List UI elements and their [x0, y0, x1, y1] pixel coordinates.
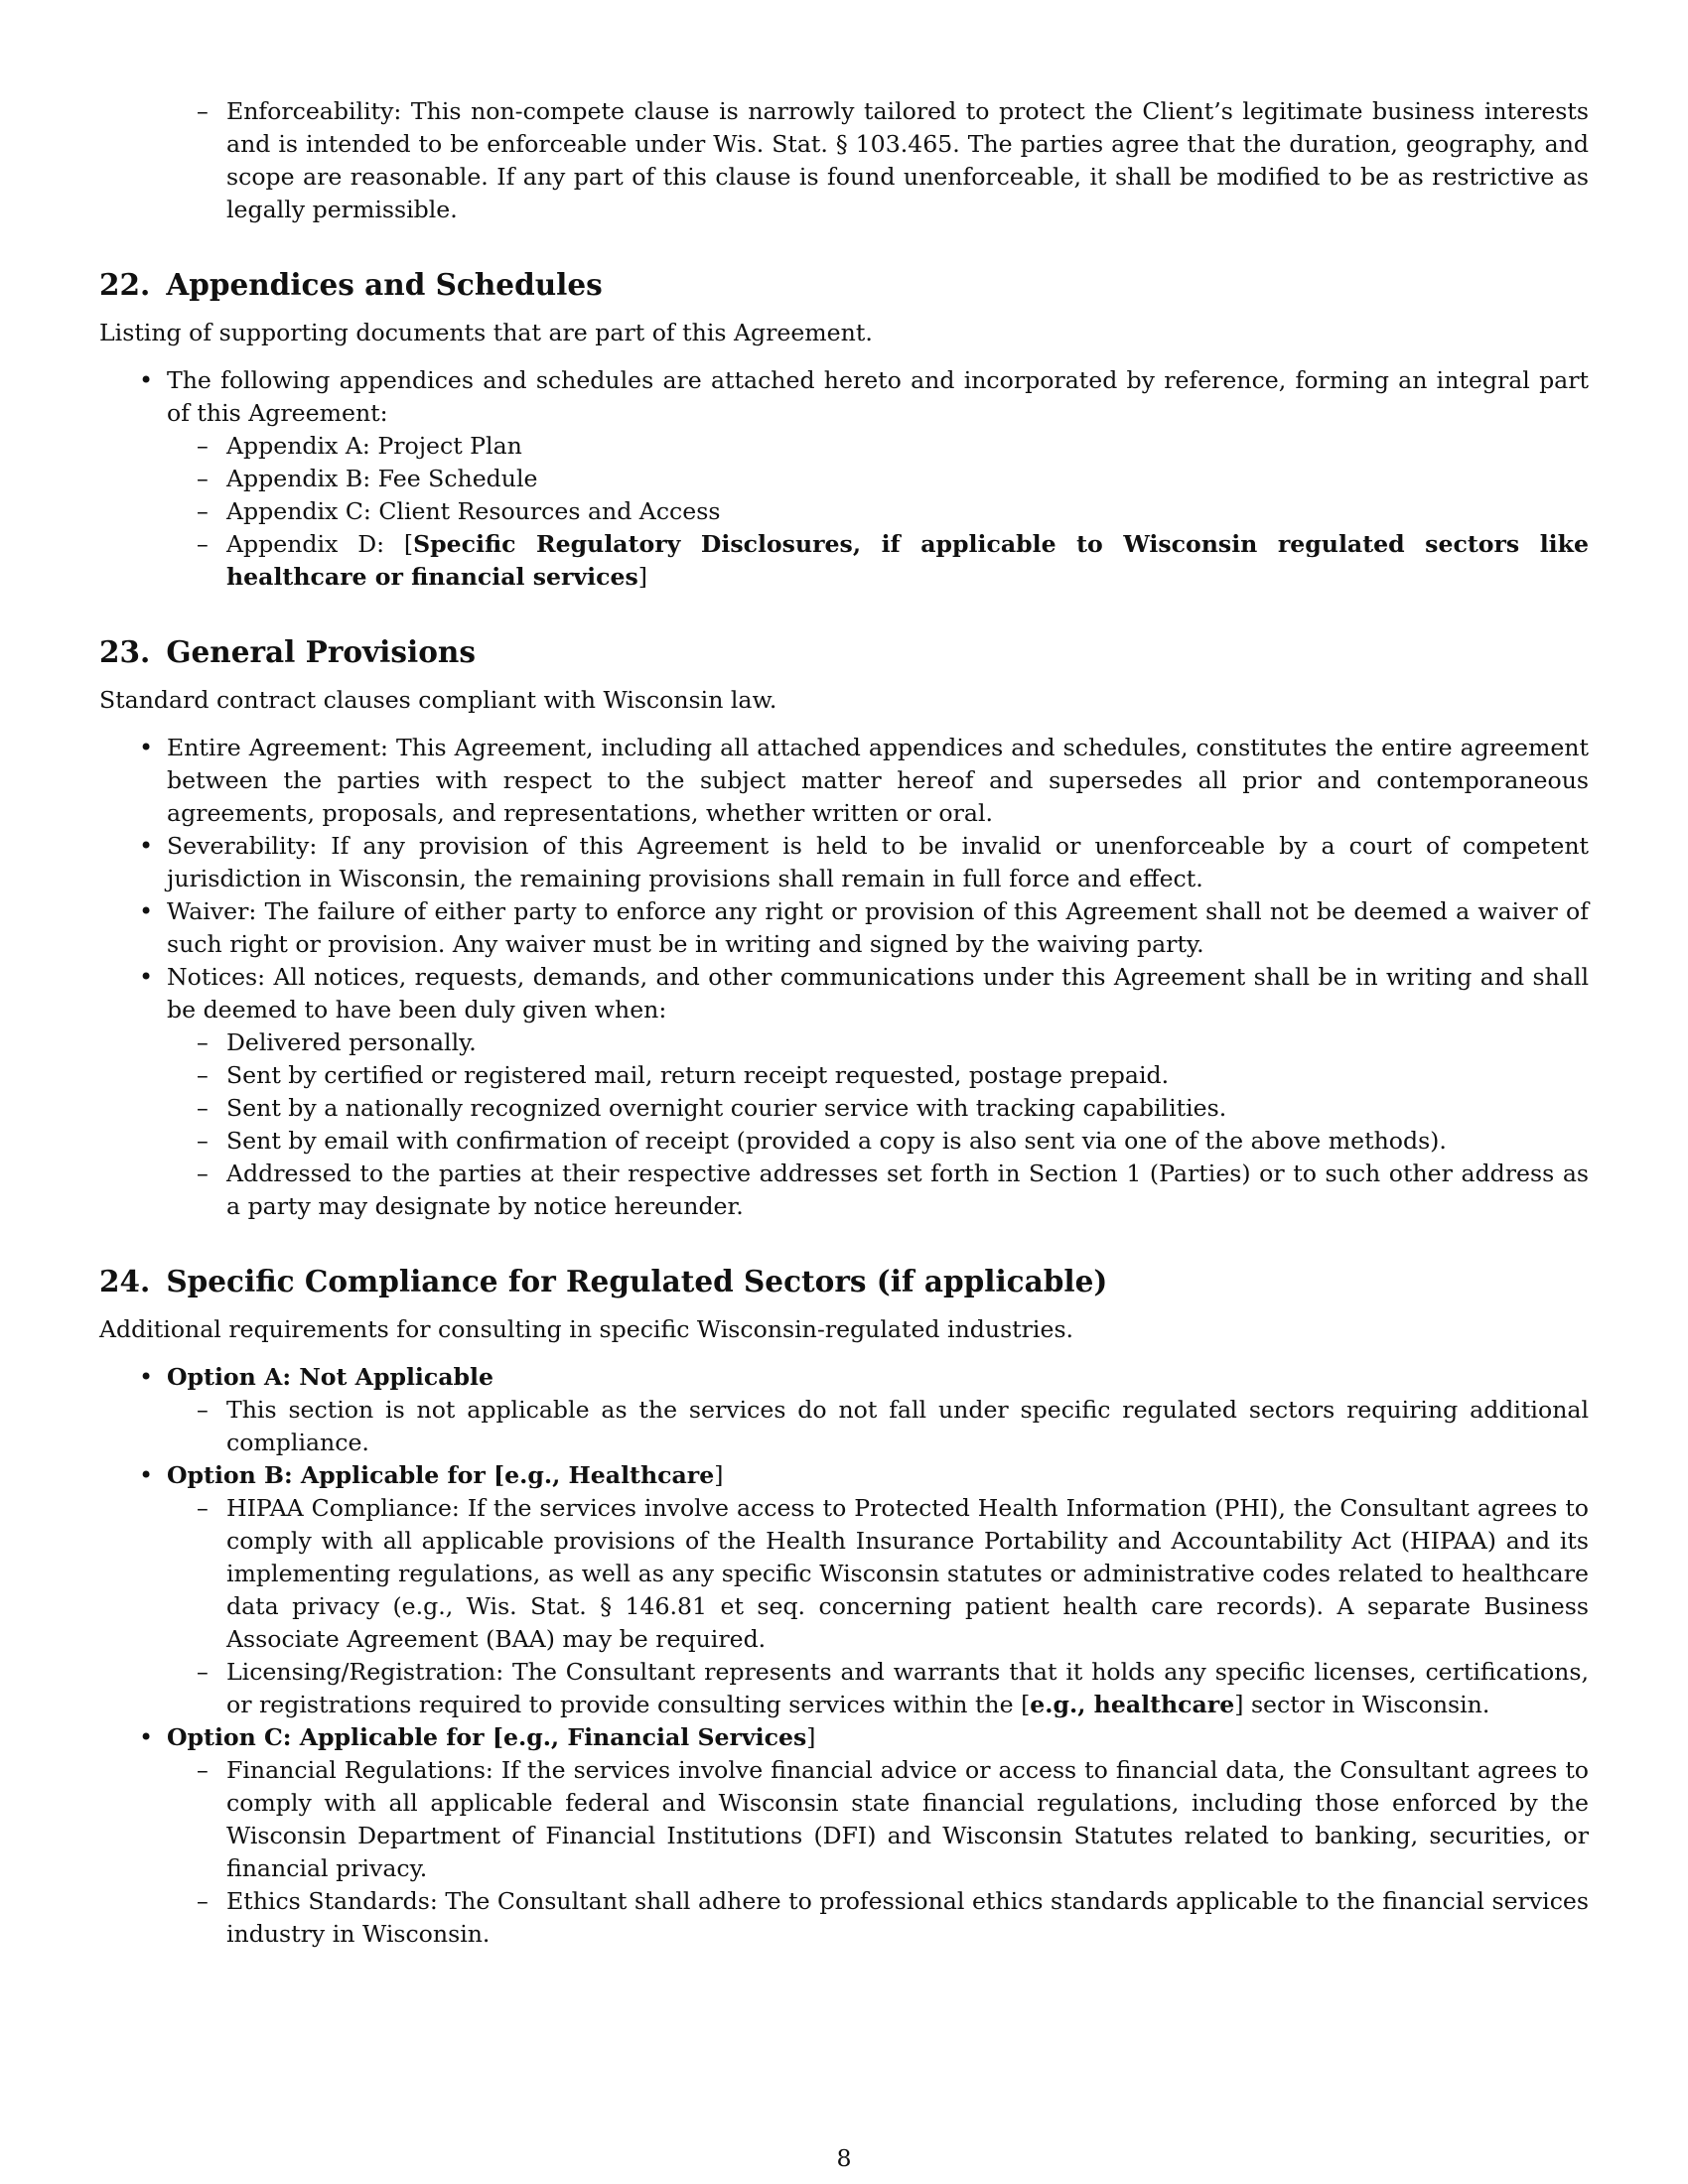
option-c-list: [226, 1754, 1589, 1951]
option-c-label: [167, 1721, 1589, 1754]
licensing-pre: Licensing/Registration: The Consultant represents and warrants that it holds any specific licenses, certifications, or registrations required to provide consulting services within the [: [226, 1658, 1589, 1718]
option-c-label-bold: Option C: Applicable for [e.g., Financial Services: [167, 1723, 807, 1751]
option-c-item: [167, 1721, 1589, 1951]
appendix-d-suffix: ]: [637, 563, 647, 591]
page-number: 8: [836, 2144, 852, 2172]
notice-method: – Sent by email with confirmation of receipt (provided a copy is also sent via one of the above methods).: [226, 1125, 1589, 1158]
section-24-heading: [99, 1264, 1589, 1299]
ethics-standards-text: – Ethics Standards: The Consultant shall adhere to professional ethics standards applicable to the financial services industry in Wisconsin.: [226, 1885, 1589, 1951]
enforceability-block: [226, 95, 1589, 226]
section-22-title: Appendices and Schedules: [166, 267, 603, 302]
section-24-intro: Additional requirements for consulting in specific Wisconsin-regulated industries.: [99, 1315, 1074, 1343]
notice-method: – Sent by a nationally recognized overnight courier service with tracking capabilities.: [226, 1092, 1589, 1125]
notice-method: – Delivered personally.: [226, 1026, 1589, 1059]
option-b-label-bold: Option B: Applicable for [e.g., Healthcare: [167, 1461, 715, 1489]
option-b-list: [226, 1492, 1589, 1721]
option-b-label-close: ]: [714, 1461, 724, 1489]
section-22-bullet: [167, 364, 1589, 594]
licensing-post: ] sector in Wisconsin.: [1234, 1691, 1490, 1718]
option-a-list: [226, 1394, 1589, 1459]
section-22-number: 22.: [99, 267, 151, 302]
appendix-c: – Appendix C: Client Resources and Access: [226, 495, 1589, 528]
hipaa-compliance-text: – HIPAA Compliance: If the services involve access to Protected Health Information (PHI), the Consultant agrees to comply with all applicable provisions of the Health Insurance Portability and Accountability Act (HIPAA) and its implementing regulations, as well as any specific Wisconsin statutes or administrative codes related to healthcare data privacy (e.g., Wis. Stat. § 146.81 et seq. concerning patient health care records). A separate Business Associate Agreement (BAA) may be required.: [226, 1492, 1589, 1656]
notices-text: • Notices: All notices, requests, demands, and other communications under this Agreement shall be in writing and shall be deemed to have been duly given when:: [167, 963, 1589, 1024]
enforceability-item: – Enforceability: This non-compete clause is narrowly tailored to protect the Client’s legitimate business interests and is intended to be enforceable under Wis. Stat. § 103.465. The parties agree that the duration, geography, and scope are reasonable. If any part of this clause is found unenforceable, it shall be modified to be as restrictive as legally permissible.: [226, 95, 1589, 226]
notice-methods-list: [226, 1026, 1589, 1223]
appendix-list: [226, 430, 1589, 594]
appendix-d: [226, 528, 1589, 594]
option-a-text: – This section is not applicable as the services do not fall under specific regulated sectors requiring additional compliance.: [226, 1394, 1589, 1459]
entire-agreement-item: [167, 732, 1589, 830]
notices-item: [167, 961, 1589, 1223]
section-23-number: 23.: [99, 634, 151, 669]
option-b-item: [167, 1459, 1589, 1721]
option-c-label-close: ]: [806, 1723, 816, 1751]
section-22-heading: [99, 267, 1589, 303]
severability-item: [167, 830, 1589, 895]
section-22-bullet-text: • The following appendices and schedules are attached hereto and incorporated by reference, forming an integral part of this Agreement:: [167, 366, 1589, 427]
entire-agreement-text: • Entire Agreement: This Agreement, including all attached appendices and schedules, constitutes the entire agreement between the parties with respect to the subject matter hereof and supersedes all prior and contemporaneous agreements, proposals, and representations, whether written or oral.: [167, 734, 1589, 827]
appendix-d-bold: Specific Regulatory Disclosures, if applicable to Wisconsin regulated sectors like healthcare or financial services: [226, 530, 1589, 591]
option-b-label: [167, 1459, 1589, 1492]
section-22-intro: Listing of supporting documents that are part of this Agreement.: [99, 319, 873, 346]
section-23-heading: [99, 634, 1589, 670]
option-a-item: [167, 1361, 1589, 1459]
waiver-text: • Waiver: The failure of either party to enforce any right or provision of this Agreement shall not be deemed a waiver of such right or provision. Any waiver must be in writing and signed by the waiving party.: [167, 897, 1589, 958]
notice-method: – Addressed to the parties at their respective addresses set forth in Section 1 (Parties) or to such other address as a party may designate by notice hereunder.: [226, 1158, 1589, 1223]
section-23-intro: Standard contract clauses compliant with Wisconsin law.: [99, 686, 777, 714]
section-23-title: General Provisions: [166, 634, 476, 669]
appendix-d-prefix: Appendix D: [: [226, 530, 414, 558]
section-24-number: 24.: [99, 1264, 151, 1298]
section-24-title: Specific Compliance for Regulated Sectors (if applicable): [166, 1264, 1108, 1298]
licensing-registration-text: [226, 1656, 1589, 1721]
notice-method: – Sent by certified or registered mail, return receipt requested, postage prepaid.: [226, 1059, 1589, 1092]
appendix-a: – Appendix A: Project Plan: [226, 430, 1589, 463]
waiver-item: [167, 895, 1589, 961]
financial-regulations-text: – Financial Regulations: If the services involve financial advice or access to financial data, the Consultant agrees to comply with all applicable federal and Wisconsin state financial regulations, including those enforced by the Wisconsin Department of Financial Institutions (DFI) and Wisconsin Statutes related to banking, securities, or financial privacy.: [226, 1754, 1589, 1885]
appendix-b: – Appendix B: Fee Schedule: [226, 463, 1589, 495]
licensing-bold: e.g., healthcare: [1030, 1691, 1235, 1718]
severability-text: • Severability: If any provision of this Agreement is held to be invalid or unenforceable by a court of competent jurisdiction in Wisconsin, the remaining provisions shall remain in full force and effect.: [167, 832, 1589, 892]
document-page: [99, 95, 1589, 1951]
option-a-label: • Option A: Not Applicable: [167, 1363, 494, 1391]
